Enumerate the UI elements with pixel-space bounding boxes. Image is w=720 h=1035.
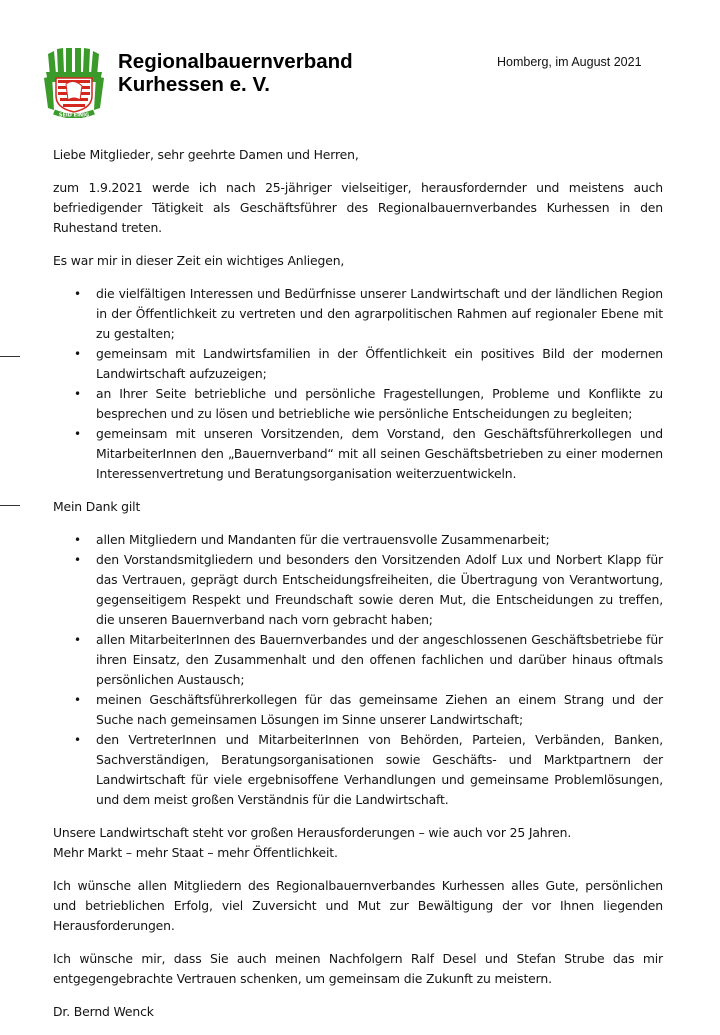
paragraph-wishes-members: Ich wünsche allen Mitgliedern des Regionalbauernverbandes Kurhessen alles Gute, persönlichen und betrieblichen Erfolg, viel Zuversicht und Mut zur Bewältigung der vor Ihnen liegenden Herausforderungen. <box>53 878 663 933</box>
list-item <box>53 690 663 730</box>
list-item-text: allen Mitgliedern und Mandanten für die vertrauensvolle Zusammenarbeit; <box>96 532 550 547</box>
list-item <box>53 730 663 810</box>
bullet-icon: • <box>74 693 81 707</box>
list-item-text: meinen Geschäftsführerkollegen für das gemeinsame Ziehen an einem Strang und der Suche nach gemeinsamen Lösungen im Sinne unserer Landwirtschaft; <box>96 692 663 727</box>
association-logo <box>44 48 104 118</box>
bullet-icon: • <box>74 733 81 747</box>
bullet-icon: • <box>74 287 81 301</box>
thanks-list <box>53 530 663 810</box>
bullet-icon: • <box>74 533 81 547</box>
concerns-list <box>53 284 663 484</box>
list-item-text: die vielfältigen Interessen und Bedürfnisse unserer Landwirtschaft und der ländlichen Region in der Öffentlichkeit zu vertreten und den agrarpolitischen Rahmen auf regionaler Ebene mit zu gestalten; <box>96 286 663 341</box>
list-item <box>53 630 663 690</box>
organization-name-line2: Kurhessen e. V. <box>118 73 270 96</box>
bullet-icon: • <box>74 427 81 441</box>
list-item-text: gemeinsam mit unseren Vorsitzenden, dem Vorstand, den Geschäftsführerkollegen und MitarbeiterInnen den „Bauernverband“ mit all seinen Geschäftsbetrieben zu einer modernen Interessenvertretung und Beratungsorganisation weiterzuentwickeln. <box>96 426 663 481</box>
fold-mark <box>0 356 20 357</box>
bullet-icon: • <box>74 633 81 647</box>
list-item-text: den VertreterInnen und MitarbeiterInnen von Behörden, Parteien, Verbänden, Banken, Sachverständigen, Beratungsorganisationen sowie Geschäfts- und Marktpartnern der Landwirtschaft für viele ergebnisoffene Verhandlungen und gemeinsame Problemlösungen, und dem meist großen Verständnis für die Landwirtschaft. <box>96 732 663 807</box>
concerns-intro: Es war mir in dieser Zeit ein wichtiges Anliegen, <box>53 253 345 268</box>
paragraph-challenges <box>53 823 663 863</box>
challenges-line-1: Unsere Landwirtschaft steht vor großen Herausforderungen – wie auch vor 25 Jahren. <box>53 825 572 840</box>
place-and-date: Homberg, im August 2021 <box>497 55 642 69</box>
list-item <box>53 284 663 344</box>
list-item <box>53 424 663 484</box>
letterhead <box>0 0 720 120</box>
bullet-icon: • <box>74 553 81 567</box>
paragraph-retirement: zum 1.9.2021 werde ich nach 25-jähriger vielseitiger, herausfordernder und meistens auch befriedigender Tätigkeit als Geschäftsführer des Regionalbauernverbandes Kurhessen in den Ruhestand treten. <box>53 180 663 235</box>
organization-name <box>118 50 353 96</box>
list-item-text: den Vorstandsmitgliedern und besonders den Vorsitzenden Adolf Lux und Norbert Klapp für das Vertrauen, geprägt durch Entscheidungsfreiheiten, die Übertragung von Verantwortung, gegenseitigem Respekt und Freundschaft sowie deren Mut, die Entscheidungen zu treffen, die unseren Bauernverband nach vorn gebracht haben; <box>96 552 663 627</box>
bullet-icon: • <box>74 387 81 401</box>
thanks-intro: Mein Dank gilt <box>53 499 141 514</box>
list-item <box>53 384 663 424</box>
challenges-line-2: Mehr Markt – mehr Staat – mehr Öffentlichkeit. <box>53 845 338 860</box>
paragraph-wishes-successors: Ich wünsche mir, dass Sie auch meinen Nachfolgern Ralf Desel und Stefan Strube das mir entgegengebrachte Vertrauen schenken, um gemeinsam die Zukunft zu meistern. <box>53 951 663 986</box>
list-item-text: an Ihrer Seite betriebliche und persönliche Fragestellungen, Probleme und Konflikte zu besprechen und zu lösen und betriebliche wie persönliche Entscheidungen zu begleiten; <box>96 386 663 421</box>
fold-mark <box>0 505 20 506</box>
svg-text:SEID EINIG: SEID EINIG <box>58 112 90 118</box>
list-item-text: allen MitarbeiterInnen des Bauernverbandes und der angeschlossenen Geschäftsbetriebe für ihren Einsatz, den Zusammenhalt und den offenen fachlichen und darüber hinaus oftmals persönlichen Austausch; <box>96 632 663 687</box>
bullet-icon: • <box>74 347 81 361</box>
salutation: Liebe Mitglieder, sehr geehrte Damen und Herren, <box>53 147 359 162</box>
letter-body <box>53 145 663 1035</box>
list-item-text: gemeinsam mit Landwirtsfamilien in der Öffentlichkeit ein positives Bild der modernen Landwirtschaft aufzuzeigen; <box>96 346 663 381</box>
list-item <box>53 550 663 630</box>
signature: Dr. Bernd Wenck <box>53 1004 154 1019</box>
organization-name-line1: Regionalbauernverband <box>118 50 353 73</box>
list-item <box>53 530 663 550</box>
list-item <box>53 344 663 384</box>
